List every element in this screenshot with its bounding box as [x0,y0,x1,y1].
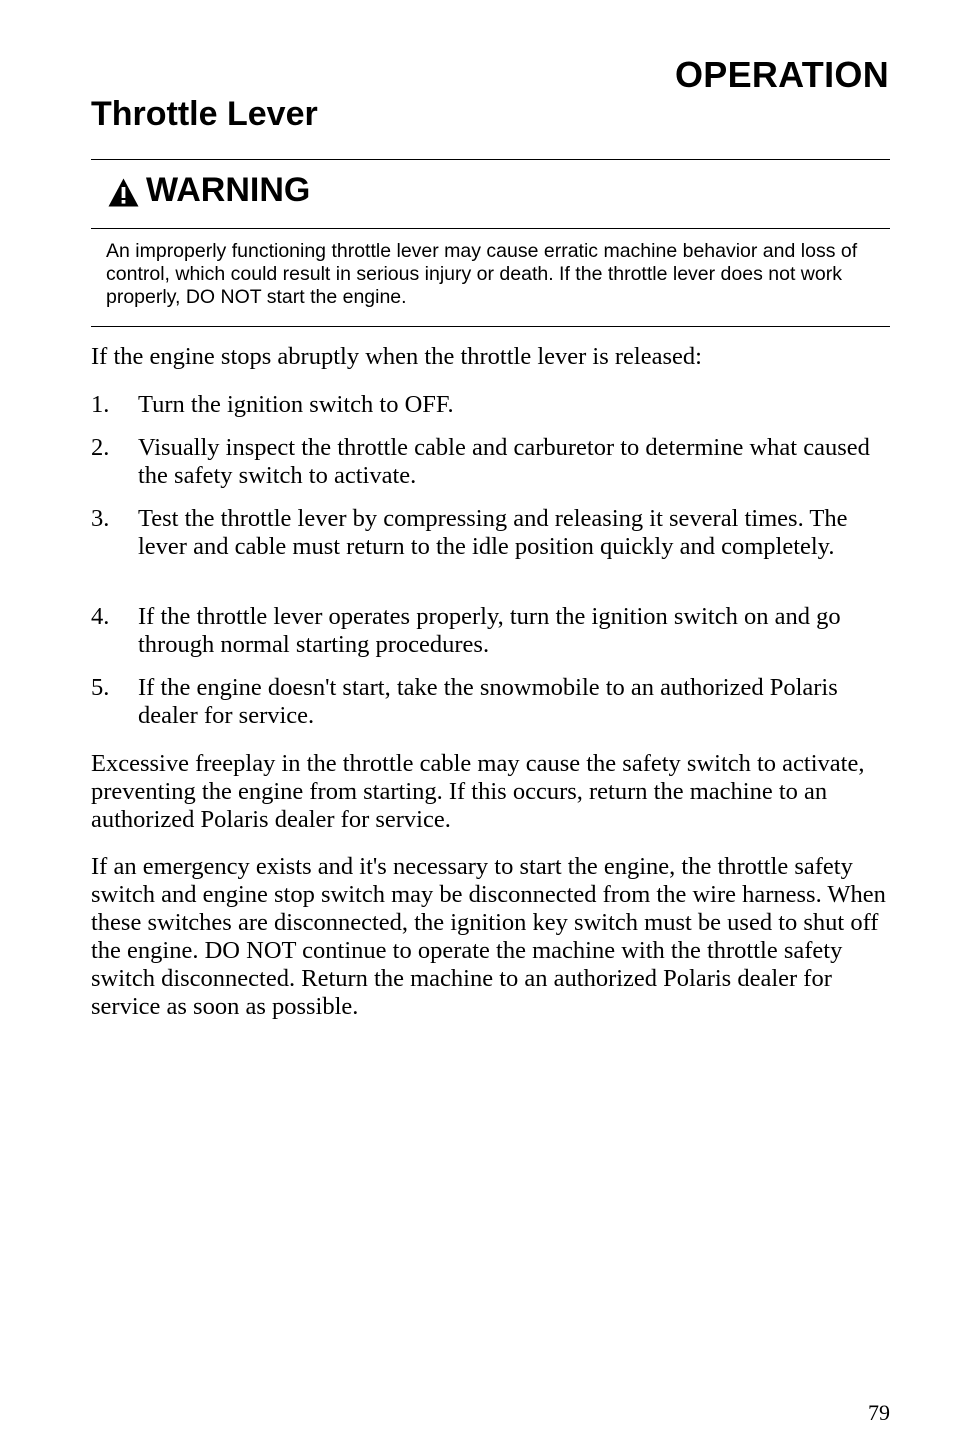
warning-header [107,170,310,210]
list-item-text: Visually inspect the throttle cable and carburetor to determine what caused the safety switch to activate. [138,434,870,489]
list-item [91,434,891,490]
list-item-number: 2. [91,434,110,461]
intro-paragraph: If the engine stops abruptly when the throttle lever is released: [91,343,702,370]
list-item [91,391,891,419]
list-item-number: 1. [91,391,110,418]
list-item-number: 4. [91,603,110,630]
section-title: Throttle Lever [91,95,318,133]
list-item [91,505,891,561]
emergency-paragraph: If an emergency exists and it's necessary to start the engine, the throttle safety switch and engine stop switch may be disconnected from the wire harness. When these switches are disconnected, the ignition key switch must be used to shut off the engine. DO NOT continue to operate the machine with the throttle safety switch disconnected. Return the machine to an authorized Polaris dealer for service as soon as possible. [91,853,886,1020]
warning-divider [91,228,890,229]
warning-triangle-icon [107,177,140,208]
list-item-number: 5. [91,674,110,701]
list-item-text: Test the throttle lever by compressing and releasing it several times. The lever and cable must return to the idle position quickly and completely. [138,505,848,560]
list-item [91,674,891,730]
warning-label: WARNING [146,170,311,209]
list-item-text: If the throttle lever operates properly, turn the ignition switch on and go through normal starting procedures. [138,603,841,658]
list-item [91,603,891,659]
freeplay-paragraph: Excessive freeplay in the throttle cable may cause the safety switch to activate, preventing the engine from starting. If this occurs, return the machine to an authorized Polaris dealer for service. [91,750,865,833]
chapter-title: OPERATION [674,54,889,95]
list-item-text: Turn the ignition switch to OFF. [138,391,454,418]
warning-text: An improperly functioning throttle lever may cause erratic machine behavior and loss of control, which could result in serious injury or death. If the throttle lever does not work properly, DO NOT start the engine. [106,240,858,308]
page-number: 79 [868,1400,890,1425]
list-item-text: If the engine doesn't start, take the snowmobile to an authorized Polaris dealer for service. [138,674,838,729]
warning-box [91,159,890,327]
list-item-number: 3. [91,505,110,532]
